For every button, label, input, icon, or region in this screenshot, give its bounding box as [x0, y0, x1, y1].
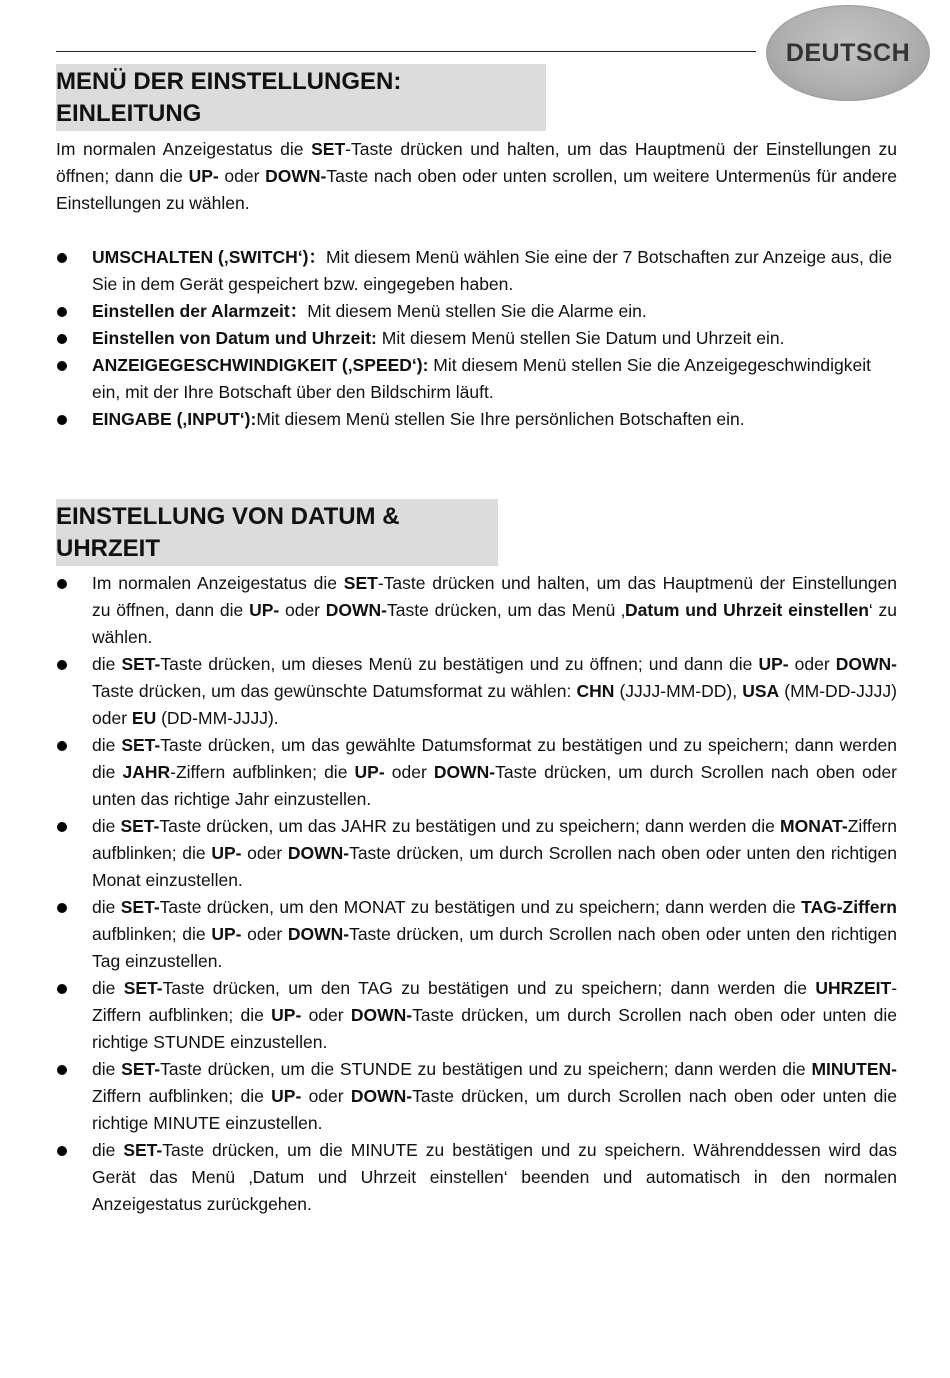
list-item [56, 1056, 897, 1137]
date-time-steps-list [56, 570, 897, 1218]
bullet-icon [57, 984, 67, 994]
bullet-icon [57, 660, 67, 670]
intro-paragraph: Im normalen Anzeigestatus die SET-Taste drücken und halten, um das Hauptmenü der Einstellungen zu öffnen; dann die UP- oder DOWN-Taste nach oben oder unten scrollen, um weitere Untermenüs für andere Einstellungen zu wählen. [56, 139, 897, 213]
list-item [56, 1137, 897, 1218]
list-item-text: Einstellen der Alarmzeit：Mit diesem Menü stellen Sie die Alarme ein. [92, 301, 647, 321]
list-item-text: die SET-Taste drücken, um die STUNDE zu bestätigen und zu speichern; dann werden die MINUTEN-Ziffern aufblinken; die UP- oder DOWN-Taste drücken, um durch Scrollen nach oben oder unten die richtige MINUTE einzustellen. [92, 1059, 898, 1133]
list-item-text: die SET-Taste drücken, um dieses Menü zu bestätigen und zu öffnen; und dann die UP- oder DOWN-Taste drücken, um das gewünschte Datumsformat zu wählen: CHN (JJJJ-MM-DD), USA (MM-DD-JJJJ) oder EU (DD-MM-JJJJ). [92, 654, 898, 728]
bullet-icon [57, 1065, 67, 1075]
list-item-text: ANZEIGEGESCHWINDIGKEIT (‚SPEED‘): Mit diesem Menü stellen Sie die Anzeigegeschwindigkeit ein, mit der Ihre Botschaft über den Bildschirm läuft. [92, 355, 872, 402]
bullet-icon [57, 361, 67, 371]
bullet-icon [57, 822, 67, 832]
list-item [56, 894, 897, 975]
list-item [56, 975, 897, 1056]
menu-overview-list [56, 244, 897, 433]
list-item-text: die SET-Taste drücken, um den MONAT zu bestätigen und zu speichern; dann werden die TAG-Ziffern aufblinken; die UP- oder DOWN-Taste drücken, um durch Scrollen nach oben oder unten den richtigen Tag einzustellen. [92, 897, 897, 971]
list-item-text: die SET-Taste drücken, um das gewählte Datumsformat zu bestätigen und zu speichern; dann werden die JAHR-Ziffern aufblinken; die UP- oder DOWN-Taste drücken, um durch Scrollen nach oben oder unten das richtige Jahr einzustellen. [92, 735, 898, 809]
bullet-icon [57, 307, 67, 317]
list-item [56, 352, 897, 406]
language-badge-label: DEUTSCH [785, 38, 911, 67]
bullet-icon [57, 579, 67, 589]
list-item-text: EINGABE (‚INPUT‘):Mit diesem Menü stellen Sie Ihre persönlichen Botschaften ein. [92, 409, 745, 429]
list-item [56, 298, 897, 325]
list-item-text: UMSCHALTEN (‚SWITCH‘)：Mit diesem Menü wählen Sie eine der 7 Botschaften zur Anzeige aus, die Sie in dem Gerät gespeichert bzw. eingegeben haben. [92, 247, 893, 294]
list-item [56, 406, 897, 433]
list-item [56, 813, 897, 894]
language-badge [766, 5, 930, 101]
list-item [56, 244, 897, 298]
list-item [56, 732, 897, 813]
bullet-icon [57, 415, 67, 425]
list-item-text: Im normalen Anzeigestatus die SET-Taste drücken und halten, um das Hauptmenü der Einstellungen zu öffnen, dann die UP- oder DOWN-Taste drücken, um das Menü ‚Datum und Uhrzeit einstellen‘ zu wählen. [92, 573, 898, 647]
bullet-icon [57, 741, 67, 751]
list-item-text: Einstellen von Datum und Uhrzeit: Mit diesem Menü stellen Sie Datum und Uhrzeit ein. [92, 328, 785, 348]
header-rule [56, 51, 756, 52]
bullet-icon [57, 253, 67, 263]
bullet-icon [57, 1146, 67, 1156]
bullet-icon [57, 334, 67, 344]
list-item-text: die SET-Taste drücken, um das JAHR zu bestätigen und zu speichern; dann werden die MONAT-Ziffern aufblinken; die UP- oder DOWN-Taste drücken, um durch Scrollen nach oben oder unten den richtigen Monat einzustellen. [92, 816, 897, 890]
list-item-text: die SET-Taste drücken, um den TAG zu bestätigen und zu speichern; dann werden die UHRZEIT-Ziffern aufblinken; die UP- oder DOWN-Taste drücken, um durch Scrollen nach oben oder unten die richtige STUNDE einzustellen. [92, 978, 898, 1052]
list-item-text: die SET-Taste drücken, um die MINUTE zu bestätigen und zu speichern. Währenddessen wird das Gerät das Menü ‚Datum und Uhrzeit einstellen‘ beenden und automatisch in den normalen Anzeigestatus zurückgehen. [92, 1140, 897, 1214]
bullet-icon [57, 903, 67, 913]
section-heading-menu-intro: MENÜ DER EINSTELLUNGEN: EINLEITUNG [56, 64, 546, 131]
section-heading-date-time: EINSTELLUNG VON DATUM & UHRZEIT [56, 499, 498, 566]
list-item [56, 651, 897, 732]
list-item [56, 325, 897, 352]
list-item [56, 570, 897, 651]
